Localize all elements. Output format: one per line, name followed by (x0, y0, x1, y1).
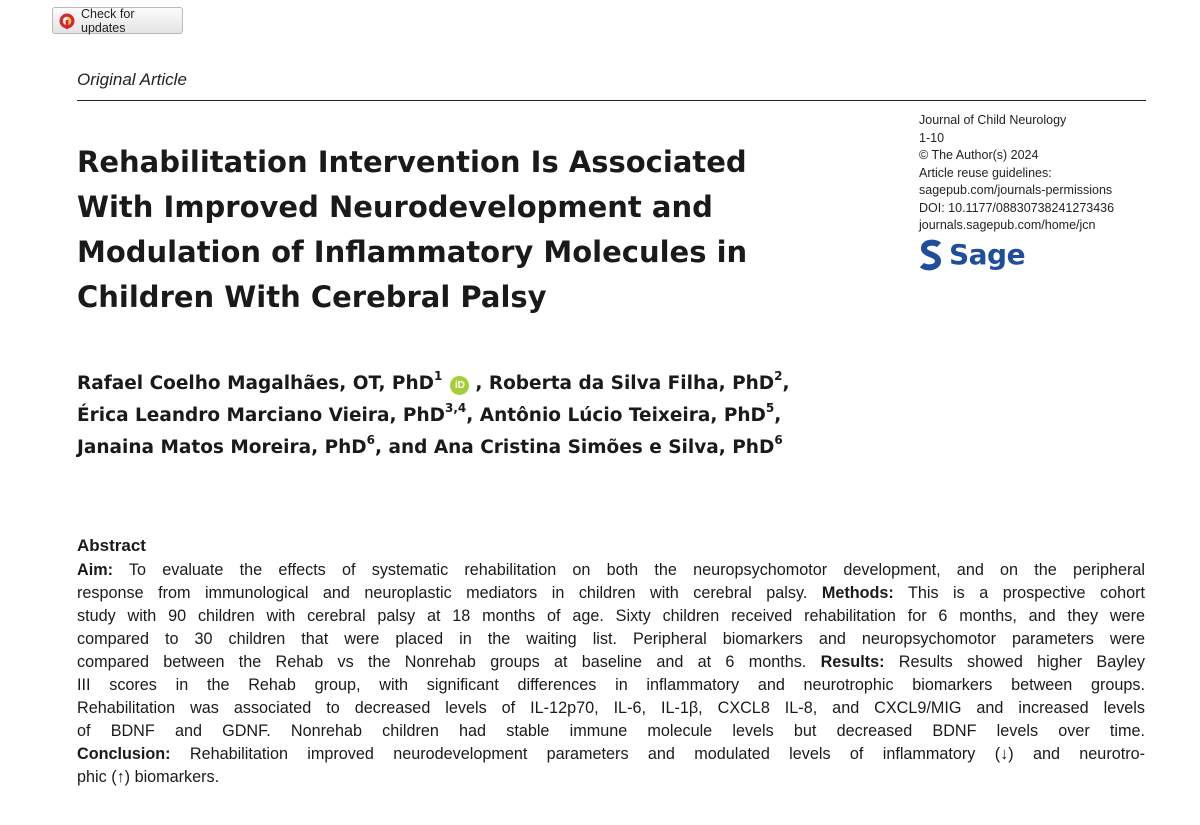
author-name: , and Ana Cristina Simões e Silva, PhD (375, 437, 775, 458)
author-affiliation: 1 (434, 368, 443, 383)
sage-s-icon (919, 239, 943, 271)
reuse-guidelines: Article reuse guidelines: (919, 165, 1052, 180)
abstract-line: of BDNF and GDNF. Nonrehab children had stable immune molecule levels but decreased BDNF levels over time. (77, 722, 1145, 740)
abstract-heading: Abstract (77, 536, 146, 555)
author-affiliation: 6 (774, 432, 783, 447)
author-affiliation: 5 (765, 400, 775, 415)
abstract-text: Results showed higher Bayley (884, 653, 1145, 671)
check-for-updates-button[interactable] (52, 7, 183, 34)
title-line: Children With Cerebral Palsy (77, 280, 547, 314)
abstract-text: This is a prospective cohort (893, 584, 1145, 602)
article-type: Original Article (77, 70, 187, 89)
author-list (77, 368, 790, 464)
title-line: Modulation of Inflammatory Molecules in (77, 235, 748, 269)
abstract-line: study with 90 children with cerebral palsy at 18 months of age. Sixty children received rehabilitation for 6 months, and they were (77, 607, 1145, 625)
results-label: Results: (820, 653, 885, 671)
author-name: , Antônio Lúcio Teixeira, PhD (466, 405, 766, 426)
abstract-line: compared to 30 children that were placed in the waiting list. Peripheral biomarkers and neuropsychomotor parameters were (77, 630, 1145, 648)
crossmark-icon (59, 13, 75, 29)
permissions-link[interactable]: sagepub.com/journals-permissions (919, 183, 1113, 197)
abstract-text: To evaluate the effects of systematic rehabilitation on both the neuropsychomotor development, and on the peripheral (112, 561, 1145, 579)
author-affiliation: 2 (774, 368, 783, 383)
author-line (77, 400, 790, 432)
abstract-line: III scores in the Rehab group, with significant differences in inflammatory and neurotrophic biomarkers between groups. (77, 676, 1145, 694)
orcid-icon[interactable]: iD (450, 376, 469, 395)
title-line: Rehabilitation Intervention Is Associated (77, 145, 747, 179)
abstract-text: compared between the Rehab vs the Nonrehab groups at baseline and at 6 months. (77, 653, 821, 671)
author-line (77, 368, 790, 400)
author-name: Janaina Matos Moreira, PhD (77, 437, 367, 458)
abstract-line: phic (↑) biomarkers. (77, 768, 220, 786)
abstract-line (77, 559, 1145, 582)
methods-label: Methods: (821, 584, 894, 602)
author-separator: , (774, 405, 782, 426)
aim-label: Aim: (77, 561, 113, 579)
author-name: , Roberta da Silva Filha, PhD (475, 373, 775, 394)
doi[interactable]: DOI: 10.1177/08830738241273436 (919, 200, 1115, 215)
author-name: Rafael Coelho Magalhães, OT, PhD (77, 373, 434, 394)
author-separator: , (782, 373, 790, 394)
header-divider (77, 100, 1146, 101)
abstract-text: response from immunological and neuroplastic mediators in children with cerebral palsy. (77, 584, 822, 602)
abstract-line (77, 651, 1145, 674)
title-line: With Improved Neurodevelopment and (77, 190, 713, 224)
journal-homepage-link[interactable]: journals.sagepub.com/home/jcn (919, 218, 1096, 232)
page-range: 1-10 (919, 130, 945, 145)
abstract-line: Rehabilitation was associated to decreased levels of IL-12p70, IL-6, IL-1β, CXCL8 IL-8, and CXCL9/MIG and increased levels (77, 699, 1145, 717)
journal-info (919, 112, 1114, 235)
conclusion-label: Conclusion: (77, 745, 171, 763)
author-affiliation: 3,4 (445, 400, 467, 415)
sage-logo (919, 238, 1025, 271)
abstract-text: Rehabilitation improved neurodevelopment parameters and modulated levels of inflammatory (↓) and neurotro- (170, 745, 1145, 763)
author-affiliation: 6 (366, 432, 376, 447)
abstract-line (77, 582, 1145, 605)
abstract-body (77, 559, 1145, 789)
abstract-line (77, 743, 1145, 766)
copyright: © The Author(s) 2024 (919, 148, 1039, 162)
check-for-updates-label: Check for updates (81, 6, 135, 35)
journal-name: Journal of Child Neurology (919, 113, 1067, 127)
author-name: Érica Leandro Marciano Vieira, PhD (77, 405, 446, 426)
author-line (77, 432, 790, 464)
article-title (77, 140, 837, 320)
sage-wordmark: Sage (949, 238, 1026, 271)
